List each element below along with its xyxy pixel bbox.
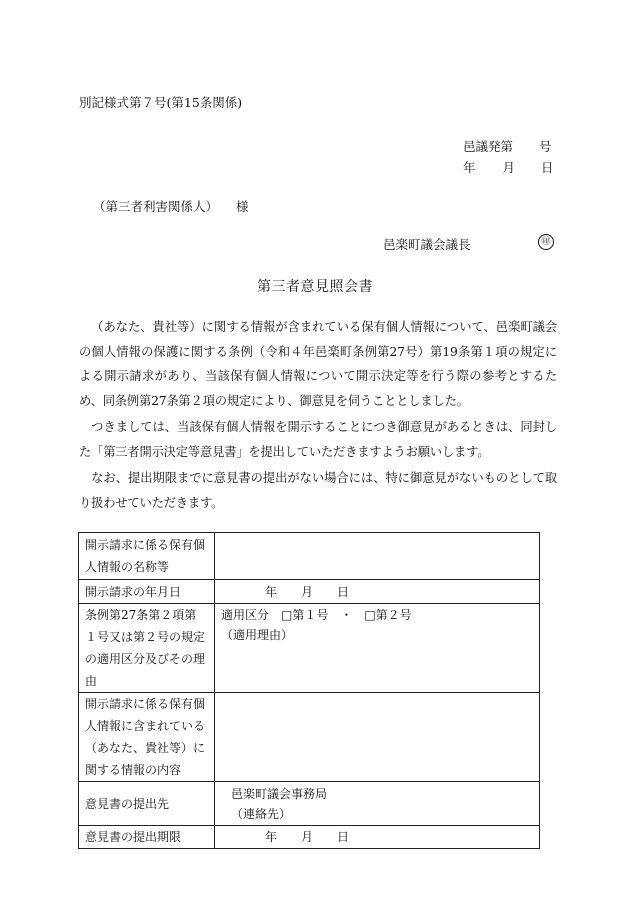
table-row bbox=[79, 826, 540, 849]
table-value bbox=[215, 826, 540, 849]
seal-icon: ㊞ bbox=[538, 234, 554, 250]
form-number: 別記様式第７号(第15条関係) bbox=[79, 95, 243, 110]
table-value-text: 年 月 日 bbox=[265, 584, 350, 599]
info-table bbox=[78, 532, 540, 849]
document-number bbox=[463, 137, 552, 155]
sender-name: 邑楽町議会議長 bbox=[383, 237, 471, 252]
table-value bbox=[215, 782, 540, 826]
table-value bbox=[215, 604, 540, 693]
table-value-text: 年 月 日 bbox=[265, 830, 350, 844]
table-label: 開示請求の年月日 bbox=[79, 580, 215, 604]
body-paragraph-3-text: なお、提出期限までに意見書の提出がない場合には、特に御意見がないものとして取り扱わせていただきます。 bbox=[79, 471, 557, 510]
table-label: 開示請求に係る保有個人情報に含まれている（あなた、貴社等）に関する情報の内容 bbox=[79, 693, 215, 782]
table-row bbox=[79, 693, 540, 782]
body-paragraph-1 bbox=[79, 315, 557, 413]
document-date bbox=[463, 158, 554, 176]
document-number-prefix: 邑議発第 bbox=[463, 139, 514, 154]
table-label: 意見書の提出先 bbox=[79, 782, 215, 826]
document-number-suffix: 号 bbox=[539, 139, 552, 154]
addressee-honorific: 様 bbox=[236, 199, 249, 214]
table-row bbox=[79, 604, 540, 693]
date-day: 日 bbox=[541, 160, 554, 175]
date-year: 年 bbox=[463, 160, 476, 175]
table-label: 開示請求に係る保有個人情報の名称等 bbox=[79, 533, 215, 580]
table-row bbox=[79, 580, 540, 604]
body-paragraph-3 bbox=[79, 466, 557, 515]
table-value-line: （適用理由） bbox=[221, 628, 294, 642]
body-paragraph-2-text: つきましては、当該保有個人情報を開示することにつき御意見があるときは、同封した「第三者開示決定等意見書」を提出していただきますようお願いします。 bbox=[79, 420, 557, 459]
table-value-line: 適用区分 □第１号 ・ □第２号 bbox=[221, 608, 412, 622]
date-month: 月 bbox=[502, 160, 516, 175]
body-paragraph-1-text: （あなた、貴社等）に関する情報が含まれている保有個人情報について、邑楽町議会の個人情報の保護に関する条例（令和４年邑楽町条例第27号）第19条第１項の規定による開示請求があり、当該保有個人情報について開示決定等を行う際の参考とするため、同条例第27条第２項の規定により、御意見を伺うこととしました。 bbox=[79, 320, 557, 408]
table-row bbox=[79, 533, 540, 580]
body-paragraph-2 bbox=[79, 415, 557, 464]
addressee bbox=[93, 197, 249, 215]
addressee-name: （第三者利害関係人） bbox=[93, 199, 219, 214]
table-label: 意見書の提出期限 bbox=[79, 826, 215, 849]
table-label: 条例第27条第２項第１号又は第２号の規定の適用区分及びその理由 bbox=[79, 604, 215, 693]
table-value bbox=[215, 580, 540, 604]
document-title: 第三者意見照会書 bbox=[257, 279, 373, 295]
table-value bbox=[215, 533, 540, 580]
table-row bbox=[79, 782, 540, 826]
table-value-line: 邑楽町議会事務局 bbox=[231, 786, 328, 801]
table-value bbox=[215, 693, 540, 782]
table-value-line: （連絡先） bbox=[231, 806, 292, 821]
